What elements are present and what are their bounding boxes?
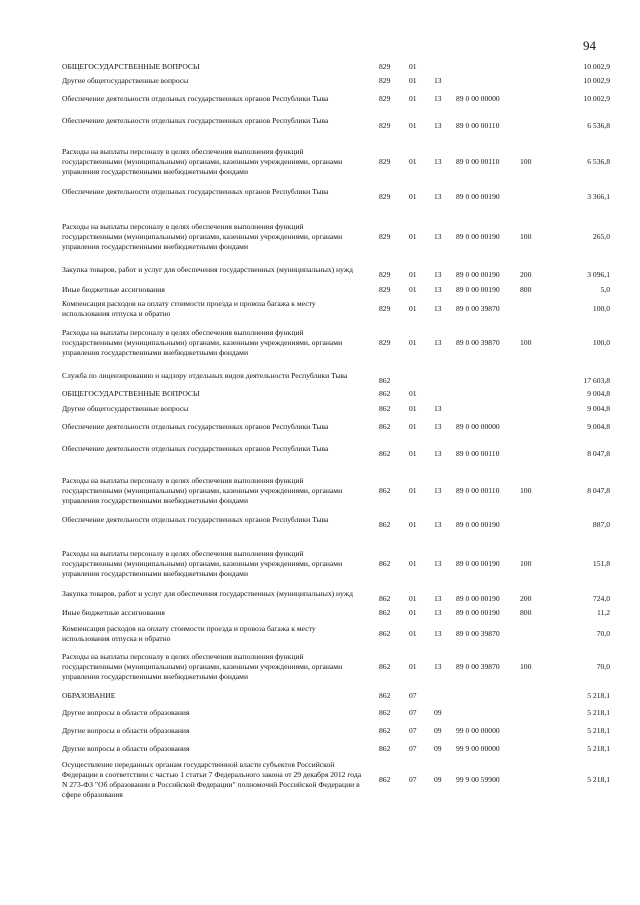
row-name: Другие вопросы в области образования	[62, 744, 190, 753]
row-sum: 6 536,8	[587, 121, 610, 130]
row-name: Обеспечение деятельности отдельных государственных органов Республики Тыва	[62, 116, 329, 125]
row-pr: 01	[409, 62, 417, 71]
row-sum: 5 218,1	[587, 744, 610, 753]
row-pr: 01	[409, 285, 417, 294]
row-csr: 89 0 00 00110	[456, 157, 500, 166]
row-name: ОБЩЕГОСУДАРСТВЕННЫЕ ВОПРОСЫ	[62, 389, 200, 398]
row-name: Обеспечение деятельности отдельных государственных органов Республики Тыва	[62, 94, 329, 103]
row-cs: 13	[434, 76, 442, 85]
row-pr: 01	[409, 662, 417, 671]
row-sum: 9 004,8	[587, 389, 610, 398]
row-sum: 10 002,9	[583, 94, 610, 103]
row-pr: 01	[409, 559, 417, 568]
row-vr: 100	[520, 559, 532, 568]
row-csr: 89 0 00 39870	[456, 338, 500, 347]
row-rz: 862	[379, 486, 391, 495]
row-name: Обеспечение деятельности отдельных государственных органов Республики Тыва	[62, 515, 329, 524]
row-name: Расходы на выплаты персоналу в целях обеспечения выполнения функций государственными (муниципальными) органами, казенными учреждениями, органами управления государственными внебюджетными фондами	[62, 222, 343, 251]
row-rz: 862	[379, 775, 391, 784]
row-rz: 862	[379, 404, 391, 413]
row-rz: 829	[379, 121, 391, 130]
row-pr: 07	[409, 775, 417, 784]
row-rz: 862	[379, 389, 391, 398]
row-sum: 151,8	[592, 559, 610, 568]
row-cs: 13	[434, 559, 442, 568]
row-cs: 13	[434, 662, 442, 671]
row-csr: 89 0 00 00110	[456, 121, 500, 130]
row-csr: 89 0 00 39870	[456, 304, 500, 313]
row-csr: 89 0 00 00110	[456, 449, 500, 458]
row-pr: 01	[409, 389, 417, 398]
row-name: Закупка товаров, работ и услуг для обеспечения государственных (муниципальных) нужд	[62, 265, 353, 274]
row-name: ОБРАЗОВАНИЕ	[62, 691, 116, 700]
row-pr: 01	[409, 76, 417, 85]
row-sum: 11,2	[596, 608, 610, 617]
row-rz: 862	[379, 608, 391, 617]
page-number: 94	[583, 38, 596, 53]
row-rz: 829	[379, 62, 391, 71]
row-cs: 13	[434, 608, 442, 617]
row-vr: 100	[520, 486, 532, 495]
row-rz: 862	[379, 744, 391, 753]
row-csr: 89 0 00 00190	[456, 608, 500, 617]
row-pr: 07	[409, 691, 417, 700]
row-cs: 09	[434, 744, 442, 753]
row-rz: 829	[379, 192, 391, 201]
row-pr: 01	[409, 520, 417, 529]
row-csr: 89 0 00 00190	[456, 559, 500, 568]
row-name: Расходы на выплаты персоналу в целях обеспечения выполнения функций государственными (муниципальными) органами, казенными учреждениями, органами управления государственными внебюджетными фондами	[62, 476, 343, 505]
row-rz: 862	[379, 422, 391, 431]
row-name: Компенсация расходов на оплату стоимости проезда и провоза багажа к месту использования отпуска и обратно	[62, 299, 316, 318]
row-csr: 89 0 00 39870	[456, 629, 500, 638]
row-csr: 89 0 00 39870	[456, 662, 500, 671]
row-pr: 01	[409, 304, 417, 313]
row-sum: 100,0	[592, 338, 610, 347]
row-sum: 8 047,8	[587, 449, 610, 458]
row-pr: 01	[409, 608, 417, 617]
row-rz: 862	[379, 726, 391, 735]
row-rz: 829	[379, 76, 391, 85]
row-csr: 99 9 00 00000	[456, 744, 500, 753]
row-cs: 13	[434, 270, 442, 279]
row-sum: 265,0	[592, 232, 610, 241]
row-pr: 01	[409, 121, 417, 130]
row-cs: 13	[434, 285, 442, 294]
row-vr: 800	[520, 285, 532, 294]
row-csr: 99 0 00 00000	[456, 726, 500, 735]
row-rz: 862	[379, 594, 391, 603]
row-csr: 89 0 00 00110	[456, 486, 500, 495]
row-sum: 5,0	[600, 285, 610, 294]
row-rz: 862	[379, 449, 391, 458]
row-rz: 829	[379, 270, 391, 279]
row-rz: 829	[379, 338, 391, 347]
row-cs: 13	[434, 404, 442, 413]
row-sum: 70,0	[596, 662, 610, 671]
row-rz: 862	[379, 708, 391, 717]
row-sum: 70,0	[596, 629, 610, 638]
row-sum: 5 218,1	[587, 691, 610, 700]
row-sum: 5 218,1	[587, 708, 610, 717]
row-name: Обеспечение деятельности отдельных государственных органов Республики Тыва	[62, 422, 329, 431]
row-pr: 01	[409, 404, 417, 413]
row-pr: 01	[409, 232, 417, 241]
row-cs: 13	[434, 304, 442, 313]
row-rz: 862	[379, 662, 391, 671]
row-rz: 829	[379, 94, 391, 103]
row-sum: 724,0	[592, 594, 610, 603]
row-pr: 01	[409, 338, 417, 347]
row-sum: 100,0	[592, 304, 610, 313]
row-cs: 13	[434, 449, 442, 458]
row-vr: 100	[520, 157, 532, 166]
row-name: Закупка товаров, работ и услуг для обеспечения государственных (муниципальных) нужд	[62, 589, 353, 598]
row-name: Служба по лицензированию и надзору отдельных видов деятельности Республики Тыва	[62, 371, 348, 380]
row-cs: 09	[434, 775, 442, 784]
row-sum: 3 096,1	[587, 270, 610, 279]
row-cs: 13	[434, 520, 442, 529]
row-pr: 01	[409, 157, 417, 166]
row-pr: 01	[409, 192, 417, 201]
row-name: Расходы на выплаты персоналу в целях обеспечения выполнения функций государственными (муниципальными) органами, казенными учреждениями, органами управления государственными внебюджетными фондами	[62, 652, 343, 681]
row-vr: 800	[520, 608, 532, 617]
row-vr: 200	[520, 594, 532, 603]
row-sum: 9 004,8	[587, 422, 610, 431]
row-name: Расходы на выплаты персоналу в целях обеспечения выполнения функций государственными (муниципальными) органами, казенными учреждениями, органами управления государственными внебюджетными фондами	[62, 147, 343, 176]
row-pr: 01	[409, 94, 417, 103]
row-vr: 100	[520, 232, 532, 241]
row-cs: 13	[434, 192, 442, 201]
row-vr: 200	[520, 270, 532, 279]
row-csr: 89 0 00 00000	[456, 422, 500, 431]
row-name: ОБЩЕГОСУДАРСТВЕННЫЕ ВОПРОСЫ	[62, 62, 200, 71]
row-name: Иные бюджетные ассигнования	[62, 608, 165, 617]
row-name: Другие общегосударственные вопросы	[62, 76, 189, 85]
row-vr: 100	[520, 662, 532, 671]
row-rz: 862	[379, 629, 391, 638]
row-name: Компенсация расходов на оплату стоимости проезда и провоза багажа к месту использования отпуска и обратно	[62, 624, 316, 643]
row-sum: 9 004,8	[587, 404, 610, 413]
row-rz: 829	[379, 285, 391, 294]
row-name: Другие вопросы в области образования	[62, 726, 190, 735]
row-cs: 13	[434, 594, 442, 603]
row-rz: 829	[379, 232, 391, 241]
row-rz: 829	[379, 157, 391, 166]
row-name: Другие вопросы в области образования	[62, 708, 190, 717]
row-sum: 5 218,1	[587, 726, 610, 735]
row-cs: 09	[434, 726, 442, 735]
row-csr: 89 0 00 00000	[456, 94, 500, 103]
row-cs: 13	[434, 94, 442, 103]
row-csr: 89 0 00 00190	[456, 232, 500, 241]
row-pr: 01	[409, 422, 417, 431]
row-pr: 07	[409, 726, 417, 735]
row-name: Обеспечение деятельности отдельных государственных органов Республики Тыва	[62, 444, 329, 453]
row-name: Другие общегосударственные вопросы	[62, 404, 189, 413]
row-pr: 07	[409, 708, 417, 717]
row-name: Осуществление переданных органам государственной власти субъектов Российской Федерации в соответствии с частью 1 статьи 7 Федерального закона от 29 декабря 2012 года N 273-ФЗ "Об образовании в Российской Федерации" полномочий Российской Федерации в сфере образования	[62, 760, 362, 799]
row-csr: 89 0 00 00190	[456, 270, 500, 279]
row-pr: 07	[409, 744, 417, 753]
row-csr: 99 9 00 59900	[456, 775, 500, 784]
row-name: Иные бюджетные ассигнования	[62, 285, 165, 294]
row-cs: 13	[434, 338, 442, 347]
row-csr: 89 0 00 00190	[456, 192, 500, 201]
row-cs: 13	[434, 157, 442, 166]
row-cs: 09	[434, 708, 442, 717]
row-cs: 13	[434, 232, 442, 241]
row-cs: 13	[434, 486, 442, 495]
row-csr: 89 0 00 00190	[456, 520, 500, 529]
row-sum: 3 366,1	[587, 192, 610, 201]
row-rz: 862	[379, 376, 391, 385]
row-cs: 13	[434, 121, 442, 130]
row-sum: 8 047,8	[587, 486, 610, 495]
row-csr: 89 0 00 00190	[456, 594, 500, 603]
row-rz: 829	[379, 304, 391, 313]
row-pr: 01	[409, 594, 417, 603]
row-name: Расходы на выплаты персоналу в целях обеспечения выполнения функций государственными (муниципальными) органами, казенными учреждениями, органами управления государственными внебюджетными фондами	[62, 328, 343, 357]
row-sum: 887,0	[592, 520, 610, 529]
row-sum: 5 218,1	[587, 775, 610, 784]
row-sum: 10 002,9	[583, 76, 610, 85]
row-pr: 01	[409, 270, 417, 279]
row-name: Обеспечение деятельности отдельных государственных органов Республики Тыва	[62, 187, 329, 196]
row-pr: 01	[409, 629, 417, 638]
row-rz: 862	[379, 559, 391, 568]
row-pr: 01	[409, 449, 417, 458]
row-sum: 6 536,8	[587, 157, 610, 166]
row-csr: 89 0 00 00190	[456, 285, 500, 294]
row-pr: 01	[409, 486, 417, 495]
row-rz: 862	[379, 520, 391, 529]
row-sum: 17 603,8	[583, 376, 610, 385]
row-rz: 862	[379, 691, 391, 700]
row-cs: 13	[434, 422, 442, 431]
row-name: Расходы на выплаты персоналу в целях обеспечения выполнения функций государственными (муниципальными) органами, казенными учреждениями, органами управления государственными внебюджетными фондами	[62, 549, 343, 578]
row-sum: 10 002,9	[583, 62, 610, 71]
row-vr: 100	[520, 338, 532, 347]
row-cs: 13	[434, 629, 442, 638]
